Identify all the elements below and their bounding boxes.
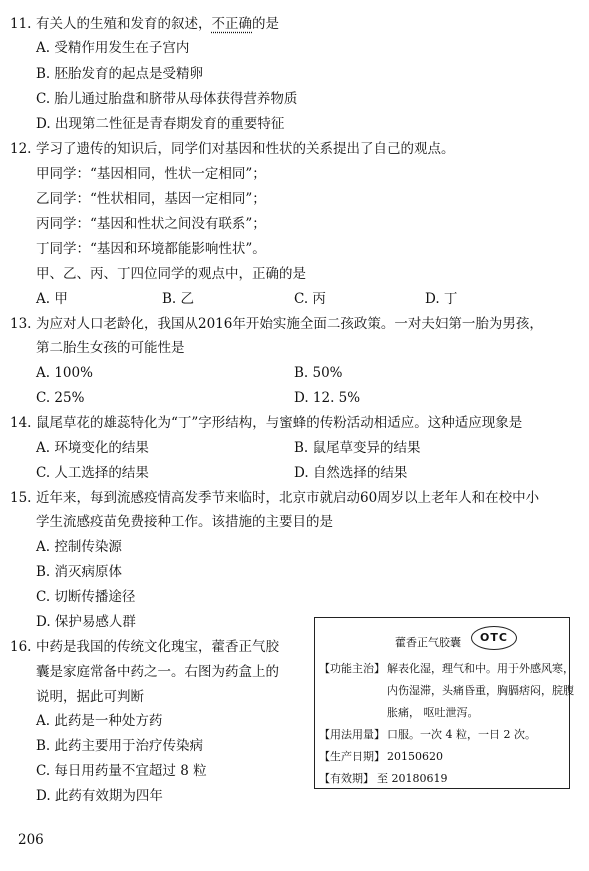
q14-option-c: C. 人工选择的结果 (36, 465, 149, 481)
q13-stem-line1: 为应对人口老龄化，我国从2016年开始实施全面二孩政策。一对夫妇第一胎为男孩， (36, 316, 543, 332)
q14-option-d: D. 自然选择的结果 (294, 465, 408, 481)
q16-option-d: D. 此药有效期为四年 (36, 788, 163, 804)
q12-view-jia: 甲同学：“基因相同，性状一定相同”； (36, 166, 266, 182)
function-line-1: 解表化湿，理气和中。用于外感风寒， (387, 662, 574, 675)
q15-option-c: C. 切断传播途径 (36, 589, 136, 605)
usage-label: 【用法用量】 (319, 728, 385, 741)
q12-ask: 甲、乙、丙、丁四位同学的观点中，正确的是 (36, 266, 306, 282)
q16-stem-line2: 囊是家庭常备中药之一。右图为药盒上的 (36, 664, 279, 680)
q16-stem-line1: 中药是我国的传统文化瑰宝，藿香正气胶 (36, 639, 279, 655)
q15-option-b: B. 消灭病原体 (36, 564, 123, 580)
q12-option-c: C. 丙 (294, 291, 326, 307)
q11-option-a: A. 受精作用发生在子宫内 (36, 40, 190, 56)
q11-stem-b: 的是 (252, 16, 279, 32)
production-date: 20150620 (387, 750, 443, 763)
page-number: 206 (18, 832, 44, 848)
q16-option-b: B. 此药主要用于治疗传染病 (36, 738, 204, 754)
q15-option-d: D. 保护易感人群 (36, 614, 136, 630)
q12-stem: 学习了遗传的知识后，同学们对基因和性状的关系提出了自己的观点。 (36, 141, 455, 157)
q11-number: 11. (10, 16, 32, 32)
q11-option-d: D. 出现第二性征是青春期发育的重要特征 (36, 116, 285, 132)
q14-option-b: B. 鼠尾草变异的结果 (294, 440, 421, 456)
function-line-2: 内伤湿滞，头痛昏重，胸膈痞闷，脘腹 (387, 684, 574, 697)
function-line-3: 胀痛， 呕吐泄泻。 (387, 706, 479, 719)
expiry-label: 【有效期】 (319, 772, 374, 785)
q16-number: 16. (10, 639, 32, 655)
q12-view-ding: 丁同学：“基因和环境都能影响性状”。 (36, 241, 266, 257)
q13-number: 13. (10, 316, 32, 332)
q13-option-d: D. 12. 5% (294, 390, 361, 406)
otc-badge: OTC (471, 626, 517, 650)
q12-option-b: B. 乙 (162, 291, 195, 307)
q14-option-a: A. 环境变化的结果 (36, 440, 149, 456)
q12-view-bing: 丙同学：“基因和性状之间没有联系”； (36, 216, 266, 232)
q13-option-b: B. 50% (294, 365, 343, 381)
q11-stem-emphasis: 不正确 (211, 16, 252, 32)
medicine-name: 藿香正气胶囊 (395, 636, 461, 649)
q15-stem-line1: 近年来，每到流感疫情高发季节来临时，北京市就启动60周岁以上老年人和在校中小 (36, 490, 540, 506)
q13-option-c: C. 25% (36, 390, 85, 406)
function-label: 【功能主治】 (319, 662, 385, 675)
q12-option-a: A. 甲 (36, 291, 68, 307)
q15-stem-line2: 学生流感疫苗免费接种工作。该措施的主要目的是 (36, 514, 333, 530)
medicine-box-figure (314, 617, 574, 789)
q11-option-b: B. 胚胎发育的起点是受精卵 (36, 66, 204, 82)
q16-option-c: C. 每日用药量不宜超过 8 粒 (36, 763, 207, 779)
q11-stem-a: 有关人的生殖和发育的叙述， (36, 16, 212, 32)
usage-text: 口服。一次 4 粒，一日 2 次。 (387, 728, 536, 741)
q16-stem-line3: 说明，据此可判断 (36, 689, 144, 705)
expiry-date: 至 20180619 (377, 772, 448, 785)
q16-option-a: A. 此药是一种处方药 (36, 713, 163, 729)
q12-number: 12. (10, 141, 32, 157)
q11-stem (36, 16, 279, 33)
production-label: 【生产日期】 (319, 750, 385, 763)
q12-view-yi: 乙同学：“性状相同，基因一定相同”； (36, 191, 266, 207)
q15-option-a: A. 控制传染源 (36, 539, 122, 555)
q14-number: 14. (10, 415, 32, 431)
q13-option-a: A. 100% (36, 365, 93, 381)
q14-stem: 鼠尾草花的雄蕊特化为“丁”字形结构，与蜜蜂的传粉活动相适应。这种适应现象是 (36, 415, 523, 431)
q12-option-d: D. 丁 (425, 291, 458, 307)
q13-stem-line2: 第二胎生女孩的可能性是 (36, 340, 185, 356)
q15-number: 15. (10, 490, 32, 506)
q11-option-c: C. 胎儿通过胎盘和脐带从母体获得营养物质 (36, 91, 298, 107)
